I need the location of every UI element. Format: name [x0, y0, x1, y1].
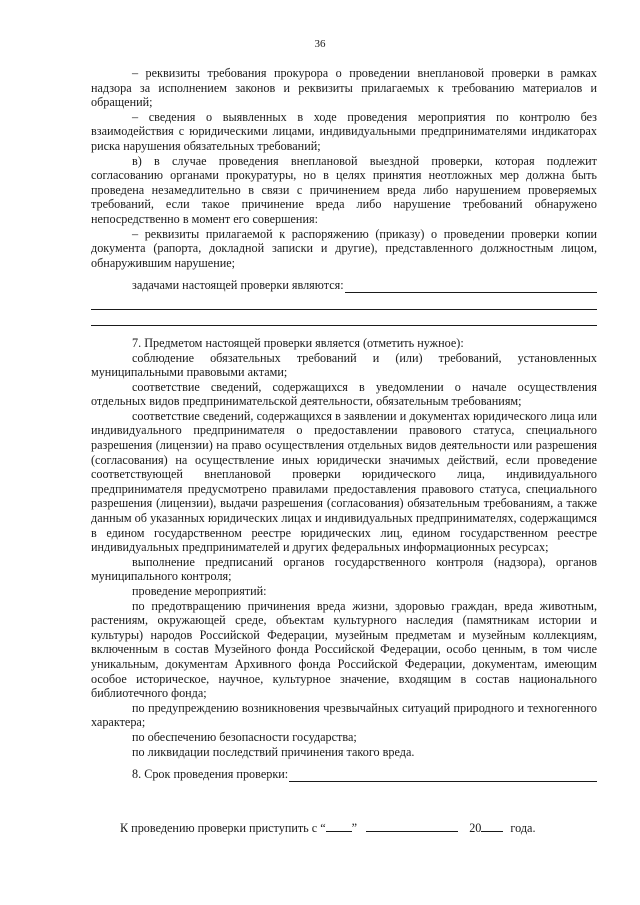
day-fill-line[interactable] [326, 820, 352, 832]
section-7-title: 7. Предметом настоящей проверки является (отметить нужное): [132, 335, 464, 350]
section-7-item: соблюдение обязательных требований и (или) требований, установленных муниципальными правовыми актами; [91, 350, 597, 380]
year-prefix: 20 [469, 821, 482, 835]
section-7-item: по предупреждению возникновения чрезвычайных ситуаций природного и техногенного характера; [91, 700, 597, 730]
section-8-row [91, 767, 597, 782]
paragraph-prosecutor-requirement: – реквизиты требования прокурора о проведении внеплановой проверки в рамках надзора за исполнением законов и реквизиты прилагаемых к требованию материалов и обращений; [91, 66, 597, 110]
section-8-label: 8. Срок проведения проверки: [132, 767, 289, 782]
document-body [91, 66, 597, 782]
section-7-item: по ликвидации последствий причинения такого вреда. [132, 744, 415, 759]
term-fill-line[interactable] [289, 769, 597, 782]
start-date-quote-close: ” [351, 821, 358, 835]
month-fill-line[interactable] [366, 820, 458, 832]
section-7-item: по предотвращению причинения вреда жизни, здоровью граждан, вреда животным, растениям, окружающей среде, объектам культурного наследия (памятникам истории и культуры) народов Российской Федерации, музейным предметам и музейным коллекциям, включенным в состав Музейного фонда Российской Федерации, особо ценным, в том числе уникальным, документам Архивного фонда Российской Федерации, документам, имеющим особое историческое, научное, культурное значение, входящим в состав национального библиотечного фонда; [91, 598, 597, 701]
paragraph-attached-documents: – реквизиты прилагаемой к распоряжению (приказу) о проведении проверки копии документа (рапорта, докладной записки и другие), представленного должностным лицом, обнаружившим нарушение; [91, 226, 597, 270]
year-fill-line[interactable] [481, 820, 503, 832]
section-7-item: соответствие сведений, содержащихся в заявлении и документах юридического лица или индивидуального предпринимателя о предоставлении правового статуса, специального разрешения (лицензии) на право осуществления отдельных видов деятельности или разрешения (согласования) на осуществление иных юридически значимых действий, если проведение соответствующей внеплановой проверки юридического лица, индивидуального предпринимателя предусмотрено правилами предоставления правового статуса, специального разрешения (лицензии), выдачи разрешения (согласования) обязательным требованиям, а также данным об указанных юридических лицах и индивидуальных предпринимателях, содержащимся в едином государственном реестре юридических лиц, едином государственном реестре индивидуальных предпринимателей и других федеральных информационных ресурсах; [91, 408, 597, 555]
section-7-item: выполнение предписаний органов государственного контроля (надзора), органов муниципального контроля; [91, 554, 597, 584]
tasks-fill-line[interactable] [345, 280, 597, 293]
tasks-fill-line-3[interactable] [91, 311, 597, 326]
paragraph-unscheduled-inspection: в) в случае проведения внеплановой выездной проверки, которая подлежит согласованию органами прокуратуры, но в целях принятия неотложных мер должна быть проведена незамедлительно в связи с причинением вреда либо нарушением проверяемых требований, если такое причинение вреда либо нарушение требований обнаружено непосредственно в момент его совершения: [91, 153, 597, 226]
page-number: 36 [314, 38, 326, 50]
start-date-suffix: года. [510, 821, 536, 835]
start-date-line [120, 820, 536, 836]
paragraph-risk-indicators: – сведения о выявленных в ходе проведения мероприятия по контролю без взаимодействия с юридическими лицами, индивидуальными предпринимателями индикаторах риска нарушения обязательных требований; [91, 109, 597, 153]
section-7-item: проведение мероприятий: [132, 584, 267, 598]
section-7-item: соответствие сведений, содержащихся в уведомлении о начале осуществления отдельных видов предпринимательской деятельности, обязательным требованиям; [91, 379, 597, 409]
tasks-row [91, 278, 597, 293]
section-7-item: по обеспечению безопасности государства; [132, 729, 357, 744]
tasks-label: задачами настоящей проверки являются: [132, 278, 344, 293]
start-date-prefix: К проведению проверки приступить с “ [120, 821, 326, 835]
tasks-fill-line-2[interactable] [91, 295, 597, 310]
